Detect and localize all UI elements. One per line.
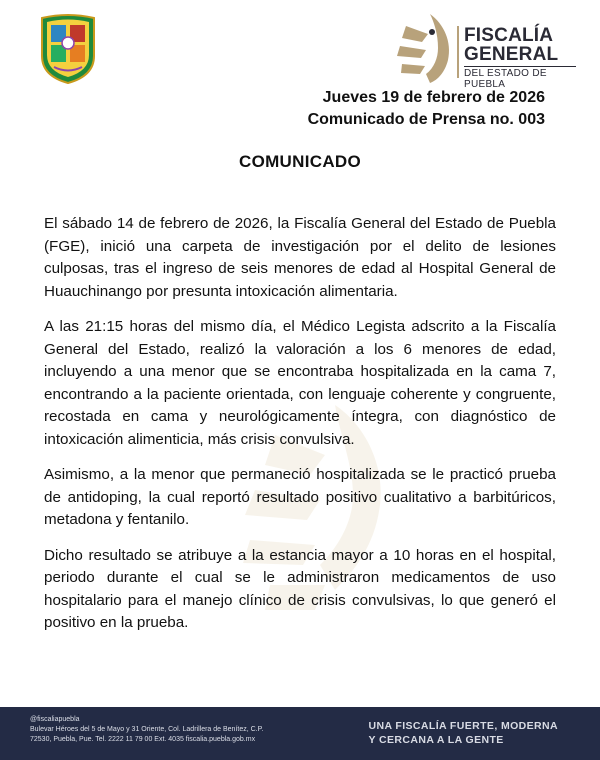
release-number: Comunicado de Prensa no. 003 xyxy=(307,111,545,128)
footer-slogan xyxy=(369,719,559,747)
body-paragraph-3: Asimismo, a la menor que permaneció hospitalizada se le practicó prueba de antidoping, la cual reportó resultado positivo cualitativo a barbitúricos, metadona y fentanilo. xyxy=(44,466,556,528)
footer-address-line2: 72530, Puebla, Pue. Tel. 2222 11 79 00 Ext. 4035 fiscalia.puebla.gob.mx xyxy=(30,736,256,743)
document-title: COMUNICADO xyxy=(239,152,361,171)
fge-logo xyxy=(392,10,582,90)
footer-slogan-line2: Y CERCANA A LA GENTE xyxy=(368,734,504,746)
fge-logo-line1: FISCALÍA xyxy=(464,25,554,46)
puebla-state-seal-icon xyxy=(38,12,98,84)
fge-emblem-icon xyxy=(392,10,458,84)
fge-logo-divider xyxy=(457,26,459,78)
release-date: Jueves 19 de febrero de 2026 xyxy=(322,89,545,106)
fge-logo-line3: DEL ESTADO DE PUEBLA xyxy=(464,66,576,90)
body-paragraph-1: El sábado 14 de febrero de 2026, la Fiscalía General del Estado de Puebla (FGE), inició una carpeta de investigación por el delito de lesiones culposas, tras el ingreso de seis menores de edad al Hospital General de Huauchinango por presunta intoxicación alimentaria. xyxy=(44,215,556,300)
body-paragraph-4: Dicho resultado se atribuye a la estancia mayor a 10 horas en el hospital, periodo durante el cual se le administraron medicamentos de uso hospitalario para el manejo clínico de crisis convulsivas, lo que generó el positivo en la prueba. xyxy=(44,546,556,631)
fge-logo-text xyxy=(464,26,576,90)
footer-slogan-line1: UNA FISCALÍA FUERTE, MODERNA xyxy=(368,720,558,732)
fge-logo-line2: GENERAL xyxy=(464,44,559,65)
footer-social-handle: @fiscaliapuebla xyxy=(30,716,80,723)
document-body xyxy=(44,213,556,648)
footer-bar xyxy=(0,707,600,760)
footer-contact xyxy=(30,715,263,745)
body-paragraph-2: A las 21:15 horas del mismo día, el Médico Legista adscrito a la Fiscalía General del Estado, realizó la valoración a los 6 menores de edad, incluyendo a una menor que se encontraba hospitalizada en la cama 7, encontrando a la paciente orientada, con lenguaje coherente y congruente, recostada en cama y neurológicamente íntegra, con diagnóstico de intoxicación alimenticia, más crisis convulsiva. xyxy=(44,318,556,448)
footer-address-line1: Bulevar Héroes del 5 de Mayo y 31 Oriente, Col. Ladrillera de Benítez, C.P. xyxy=(30,726,264,733)
